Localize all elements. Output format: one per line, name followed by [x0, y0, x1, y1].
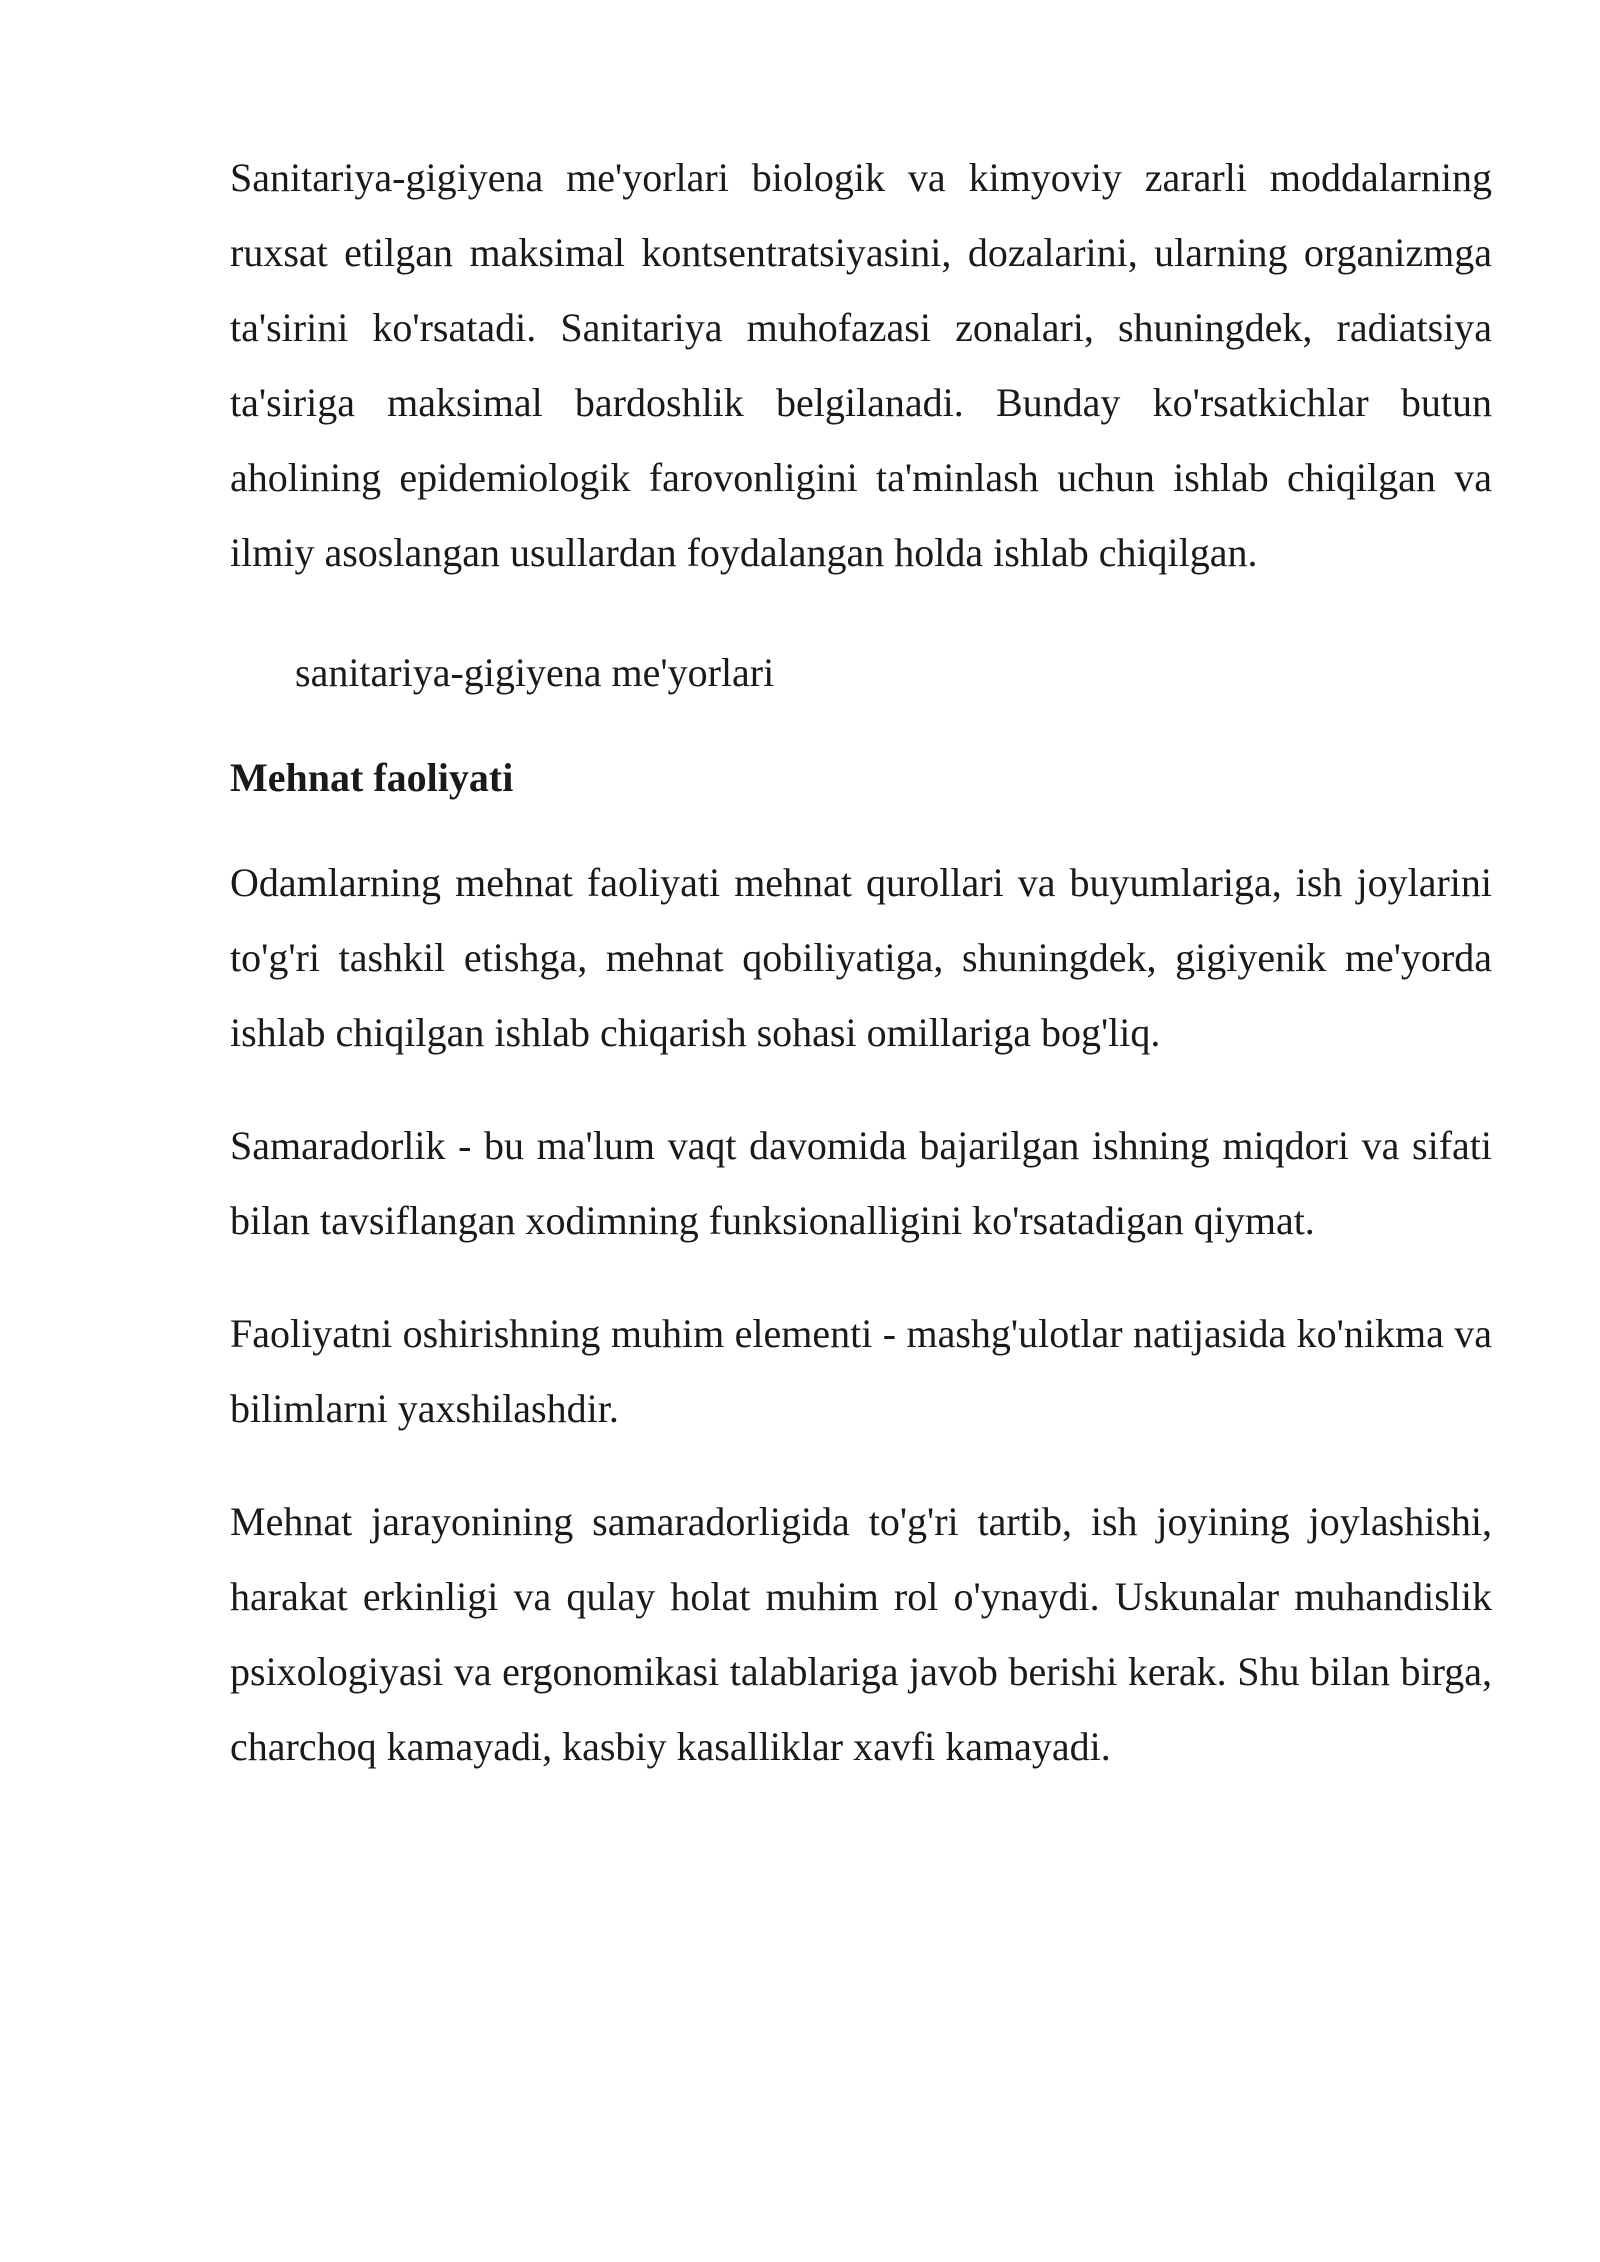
document-body	[230, 140, 1492, 1784]
section-heading: Mehnat faoliyati	[230, 755, 514, 800]
image-caption: sanitariya-gigiyena me'yorlari	[295, 650, 775, 695]
paragraph-workplace: Mehnat jarayonining samaradorligida to'g'ri tartib, ish joyining joylashishi, harakat erkinligi va qulay holat muhim rol o'ynaydi. Uskunalar muhandislik psixologiyasi va ergonomikasi talablariga javob berishi kerak. Shu bilan birga, charchoq kamayadi, kasbiy kasalliklar xavfi kamayadi.	[230, 1499, 1492, 1769]
paragraph-efficiency: Samaradorlik - bu ma'lum vaqt davomida bajarilgan ishning miqdori va sifati bilan tavsiflangan xodimning funksionalligini ko'rsatadigan qiymat.	[230, 1123, 1492, 1243]
paragraph-training: Faoliyatni oshirishning muhim elementi - mashg'ulotlar natijasida ko'nikma va bilimlarni yaxshilashdir.	[230, 1311, 1492, 1431]
paragraph-labor-activity: Odamlarning mehnat faoliyati mehnat qurollari va buyumlariga, ish joylarini to'g'ri tashkil etishga, mehnat qobiliyatiga, shuningdek, gigiyenik me'yorda ishlab chiqilgan ishlab chiqarish sohasi omillariga bog'liq.	[230, 860, 1492, 1055]
paragraph-sanitary-norms: Sanitariya-gigiyena me'yorlari biologik va kimyoviy zararli moddalarning ruxsat etilgan maksimal kontsentratsiyasini, dozalarini, ularning organizmga ta'sirini ko'rsatadi. Sanitariya muhofazasi zonalari, shuningdek, radiatsiya ta'siriga maksimal bardoshlik belgilanadi. Bunday ko'rsatkichlar butun aholining epidemiologik farovonligini ta'minlash uchun ishlab chiqilgan va ilmiy asoslangan usullardan foydalangan holda ishlab chiqilgan.	[230, 155, 1492, 575]
